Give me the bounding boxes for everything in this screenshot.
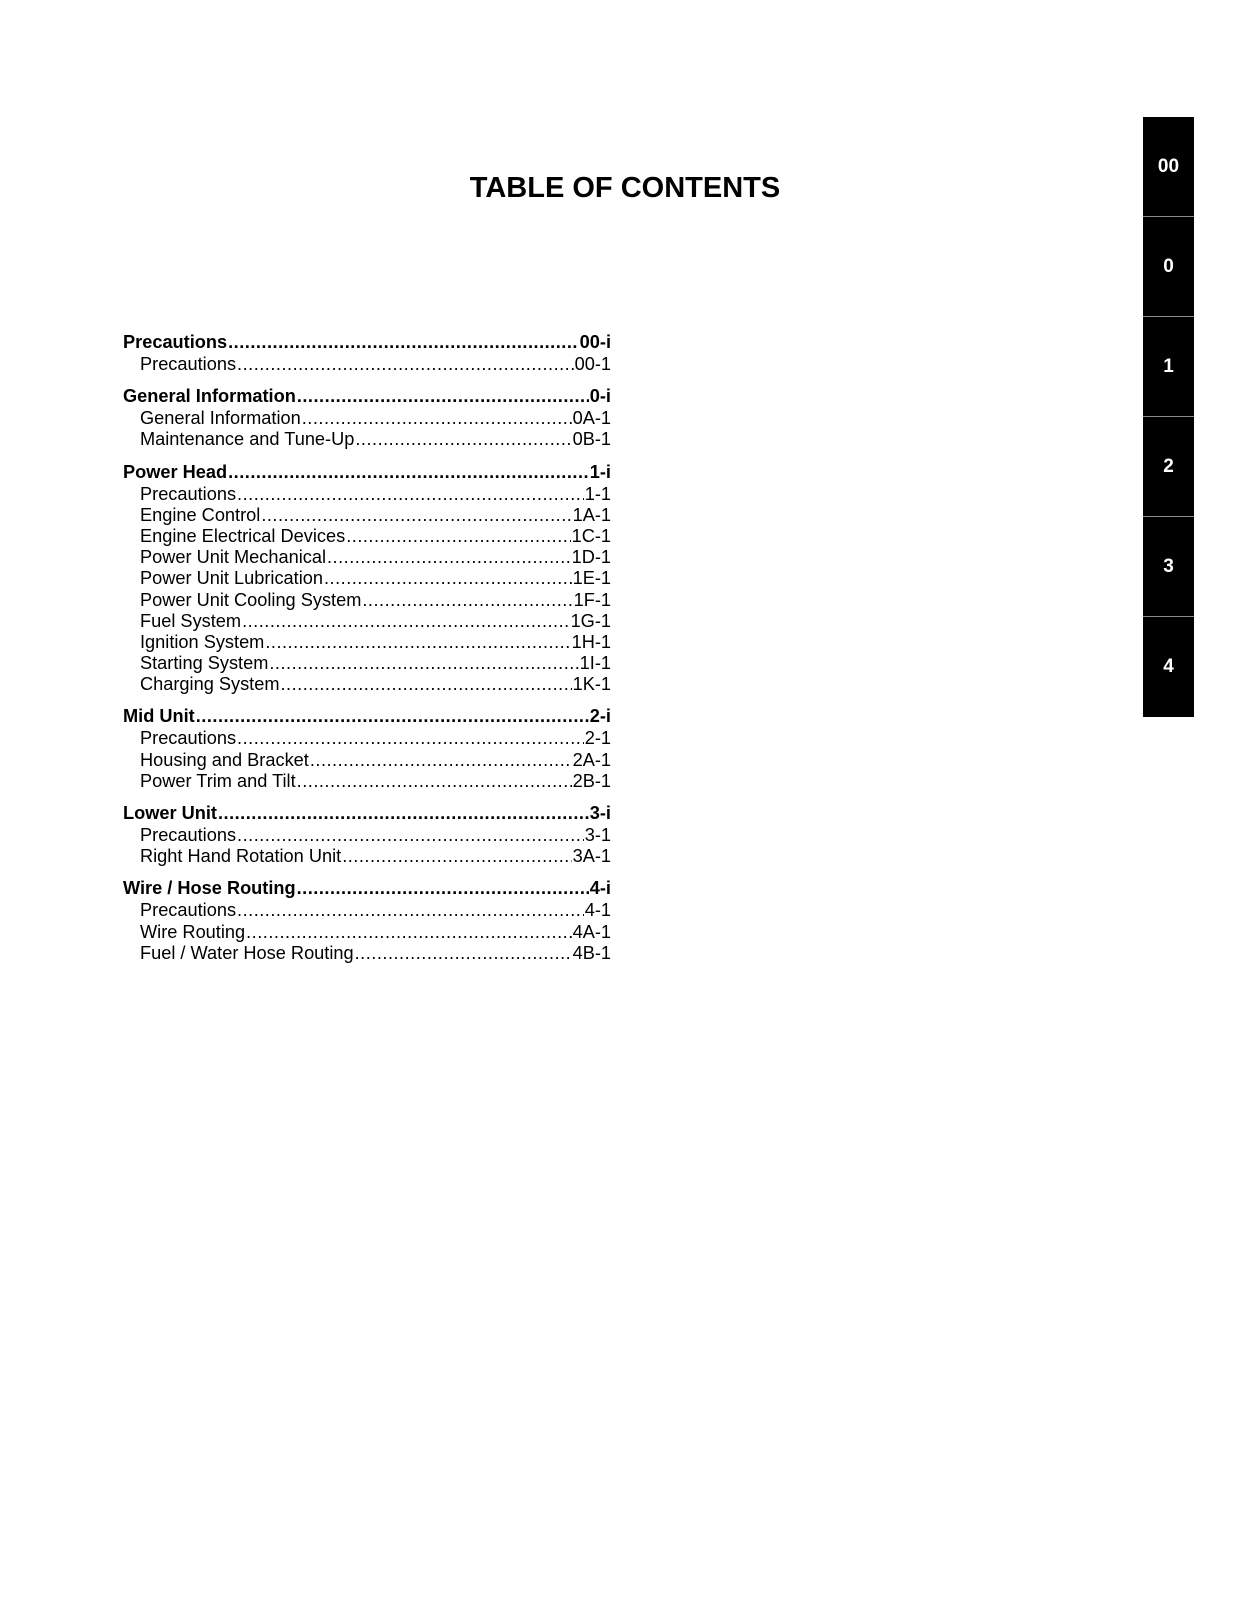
toc-entry-page: 1C-1: [571, 525, 611, 546]
leader-dots: [237, 825, 584, 846]
toc-heading[interactable]: [123, 385, 611, 408]
toc-entry[interactable]: [123, 484, 611, 505]
toc-entry-title: Maintenance and Tune-Up: [140, 429, 355, 450]
toc-entry[interactable]: [123, 922, 611, 943]
toc-heading-title: General Information: [123, 386, 296, 407]
toc-entry-page: 1F-1: [573, 589, 611, 610]
leader-dots: [355, 943, 572, 964]
toc-heading-title: Mid Unit: [123, 706, 195, 727]
leader-dots: [297, 771, 572, 792]
toc-heading-title: Wire / Hose Routing: [123, 878, 296, 899]
toc-heading[interactable]: [123, 877, 611, 900]
toc-heading-title: Precautions: [123, 332, 228, 352]
toc-entry[interactable]: [123, 526, 611, 547]
leader-dots: [196, 705, 589, 728]
toc-entry-title: Ignition System: [140, 631, 265, 652]
toc-entry[interactable]: [123, 846, 611, 867]
leader-dots: [346, 526, 570, 547]
section-tab-2[interactable]: 2: [1143, 417, 1194, 517]
toc-heading-page: 0-i: [589, 386, 611, 407]
page-title: TABLE OF CONTENTS: [469, 172, 781, 204]
leader-dots: [228, 461, 589, 484]
toc-entry-page: 4A-1: [572, 921, 611, 942]
toc-entry-page: 1I-1: [579, 653, 611, 674]
toc-heading-title: Power Head: [123, 461, 228, 482]
toc-entry-title: General Information: [140, 408, 301, 429]
toc-entry-page: 1D-1: [571, 547, 611, 568]
leader-dots: [269, 653, 578, 674]
toc-entry-title: Precautions: [140, 728, 237, 749]
toc-entry-title: Engine Control: [140, 504, 261, 525]
toc-section-mid-unit: [123, 705, 611, 792]
leader-dots: [281, 674, 572, 695]
leader-dots: [297, 385, 589, 408]
leader-dots: [237, 484, 584, 505]
toc-entry-title: Power Unit Lubrication: [140, 568, 323, 589]
section-tab-4[interactable]: 4: [1143, 617, 1194, 717]
table-of-contents: [123, 331, 611, 974]
leader-dots: [342, 846, 571, 867]
toc-section-wire-hose-routing: [123, 877, 611, 964]
toc-entry-page: 1K-1: [572, 674, 611, 695]
toc-section-lower-unit: [123, 802, 611, 867]
toc-entry-page: 2A-1: [572, 749, 611, 770]
toc-entry-title: Precautions: [140, 825, 237, 845]
toc-section-power-head: [123, 461, 611, 696]
toc-entry-page: 1H-1: [571, 631, 611, 652]
toc-entry[interactable]: [123, 408, 611, 429]
toc-entry-title: Charging System: [140, 674, 280, 695]
toc-entry[interactable]: [123, 611, 611, 632]
toc-heading-page: 1-i: [589, 461, 611, 482]
toc-entry[interactable]: [123, 429, 611, 450]
toc-section-general-information: [123, 385, 611, 450]
toc-entry-page: 0A-1: [572, 408, 611, 429]
toc-entry-page: 1E-1: [572, 568, 611, 589]
toc-entry-title: Wire Routing: [140, 921, 246, 942]
toc-entry-page: 1A-1: [572, 504, 611, 525]
toc-section-precautions: [123, 331, 611, 375]
leader-dots: [237, 354, 574, 375]
toc-heading[interactable]: [123, 802, 611, 825]
toc-entry-page: 2B-1: [572, 770, 611, 791]
leader-dots: [297, 877, 589, 900]
toc-heading[interactable]: [123, 331, 611, 354]
toc-entry-page: 4B-1: [572, 942, 611, 963]
toc-entry[interactable]: [123, 943, 611, 964]
section-tab-1[interactable]: 1: [1143, 317, 1194, 417]
toc-entry-page: 00-1: [574, 354, 611, 374]
leader-dots: [261, 505, 571, 526]
toc-entry[interactable]: [123, 825, 611, 846]
leader-dots: [324, 568, 572, 589]
toc-heading[interactable]: [123, 461, 611, 484]
toc-heading-page: 4-i: [589, 878, 611, 899]
toc-entry-title: Power Trim and Tilt: [140, 770, 296, 791]
toc-entry-title: Precautions: [140, 354, 237, 374]
leader-dots: [242, 611, 569, 632]
toc-entry[interactable]: [123, 900, 611, 921]
toc-entry-page: 1-1: [584, 483, 611, 504]
leader-dots: [218, 802, 589, 825]
toc-entry-title: Starting System: [140, 653, 269, 674]
toc-heading-page: 3-i: [589, 803, 611, 823]
leader-dots: [246, 922, 571, 943]
toc-entry-title: Power Unit Mechanical: [140, 547, 326, 568]
toc-entry[interactable]: [123, 653, 611, 674]
toc-entry[interactable]: [123, 547, 611, 568]
toc-entry-page: 2-1: [584, 728, 611, 749]
toc-entry-page: 0B-1: [572, 429, 611, 450]
toc-entry-title: Right Hand Rotation Unit: [140, 846, 342, 867]
toc-entry[interactable]: [123, 771, 611, 792]
toc-entry[interactable]: [123, 728, 611, 749]
toc-entry-page: 3A-1: [572, 846, 611, 867]
toc-entry-page: 3-1: [584, 825, 611, 845]
toc-entry[interactable]: [123, 632, 611, 653]
toc-entry[interactable]: [123, 354, 611, 375]
toc-heading-page: 2-i: [589, 706, 611, 727]
section-tab-0[interactable]: 0: [1143, 217, 1194, 317]
leader-dots: [265, 632, 570, 653]
toc-entry[interactable]: [123, 750, 611, 771]
leader-dots: [310, 750, 572, 771]
section-tab-3[interactable]: 3: [1143, 517, 1194, 617]
leader-dots: [327, 547, 571, 568]
toc-entry[interactable]: [123, 505, 611, 526]
leader-dots: [237, 728, 584, 749]
section-tab-00[interactable]: 00: [1143, 117, 1194, 217]
toc-entry[interactable]: [123, 568, 611, 589]
toc-heading-title: Lower Unit: [123, 803, 217, 823]
toc-entry-title: Housing and Bracket: [140, 749, 309, 770]
toc-entry-page: 1G-1: [570, 610, 611, 631]
toc-entry-title: Power Unit Cooling System: [140, 589, 362, 610]
toc-entry-title: Precautions: [140, 483, 237, 504]
toc-entry-page: 4-1: [584, 900, 611, 921]
toc-entry[interactable]: [123, 674, 611, 695]
toc-entry-title: Engine Electrical Devices: [140, 525, 346, 546]
leader-dots: [237, 900, 584, 921]
toc-entry-title: Fuel / Water Hose Routing: [140, 942, 354, 963]
leader-dots: [302, 408, 572, 429]
toc-entry[interactable]: [123, 590, 611, 611]
toc-heading-page: 00-i: [579, 332, 611, 352]
leader-dots: [228, 331, 579, 354]
section-tabs: [1143, 117, 1194, 717]
toc-heading[interactable]: [123, 705, 611, 728]
toc-entry-title: Fuel System: [140, 610, 242, 631]
leader-dots: [355, 429, 571, 450]
leader-dots: [362, 590, 572, 611]
toc-entry-title: Precautions: [140, 900, 237, 921]
